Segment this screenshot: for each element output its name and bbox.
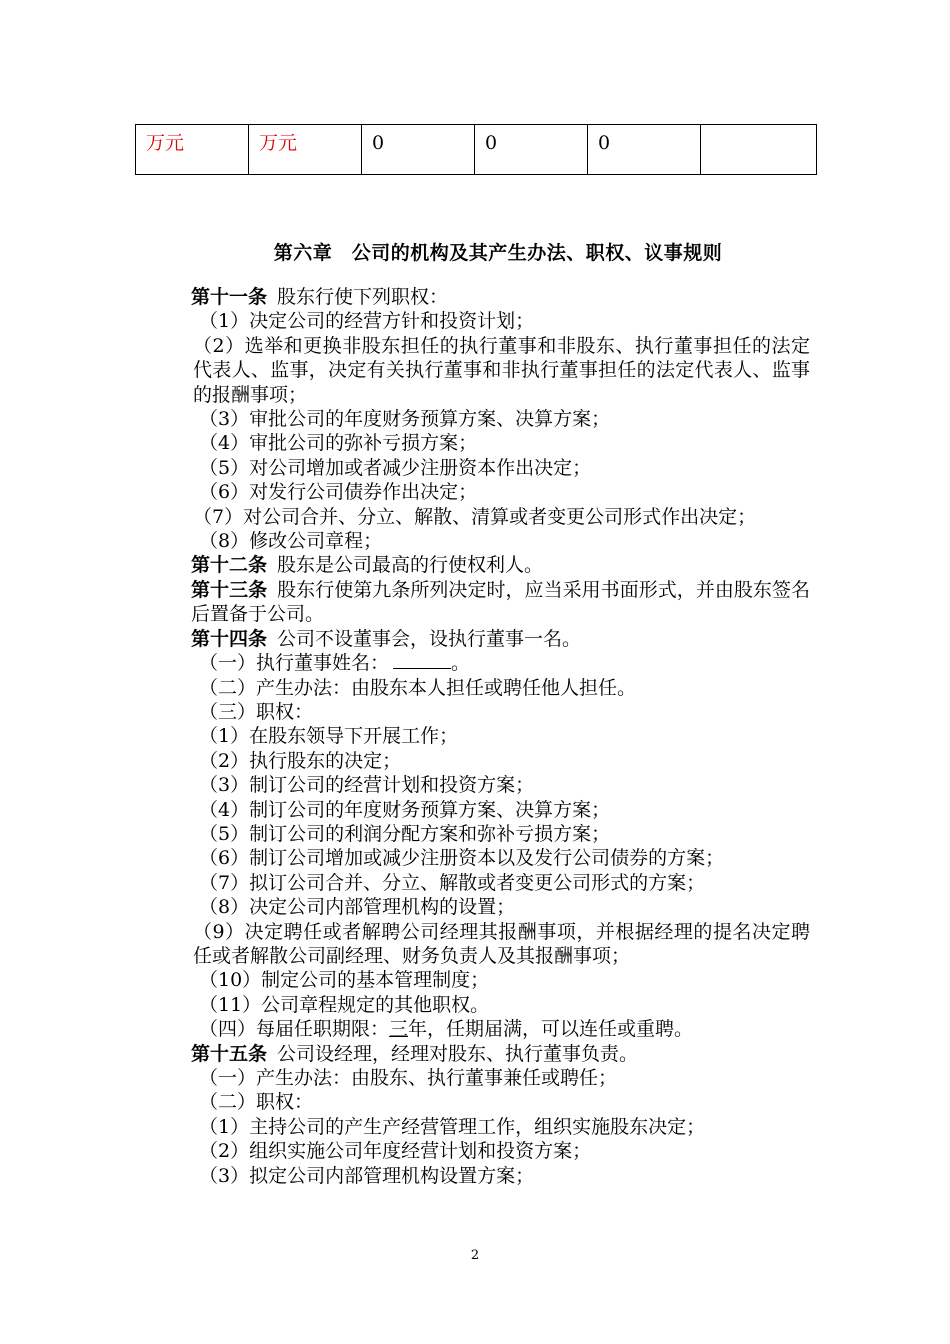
- article-heading: 第十一条: [191, 286, 268, 308]
- list-item: （2）选举和更换非股东担任的执行董事和非股东、执行董事担任的法定代表人、监事，决定有关执行董事和非执行董事担任的法定代表人、监事的报酬事项；: [193, 334, 810, 406]
- director-name-blank: [393, 651, 451, 669]
- table-cell: [701, 125, 817, 175]
- table-cell: 0: [588, 125, 701, 175]
- list-item: （8）修改公司章程；: [199, 530, 383, 553]
- list-item: （11）公司章程规定的其他职权。: [199, 993, 490, 1016]
- chapter-title: 第六章 公司的机构及其产生办法、职权、议事规则: [273, 242, 723, 264]
- list-item: （1）决定公司的经营方针和投资计划；: [199, 310, 535, 333]
- article-text: 股东是公司最高的行使权利人。: [277, 554, 544, 577]
- punctuation: 。: [451, 652, 471, 675]
- list-item: （7）对公司合并、分立、解散、清算或者变更公司形式作出决定；: [193, 505, 757, 528]
- list-item: （三）职权：: [199, 700, 314, 723]
- list-item: （10）制定公司的基本管理制度；: [199, 969, 490, 992]
- article-text: 公司设经理，经理对股东、执行董事负责。: [277, 1042, 639, 1065]
- table-cell: 0: [362, 125, 475, 175]
- article-11: [145, 285, 810, 309]
- table-row: [136, 125, 817, 175]
- table-cell: 0: [475, 125, 588, 175]
- article-heading: 第十五条: [191, 1042, 268, 1065]
- article-text: 公司不设董事会，设执行董事一名。: [277, 627, 582, 650]
- list-item: （7）拟订公司合并、分立、解散或者变更公司形式的方案；: [199, 871, 706, 894]
- list-item: （4）审批公司的弥补亏损方案；: [199, 432, 478, 455]
- list-item: （1）主持公司的产生产经营管理工作，组织实施股东决定；: [199, 1115, 706, 1138]
- list-item: （3）审批公司的年度财务预算方案、决算方案；: [199, 408, 611, 431]
- article-text: 股东行使第九条所列决定时，应当采用书面形式，并由股东签名后置备于公司。: [191, 578, 810, 626]
- list-item: （6）对发行公司债券作出决定；: [199, 481, 478, 504]
- table-cell: 万元: [136, 125, 249, 175]
- list-item: （2）执行股东的决定；: [199, 749, 402, 772]
- document-body: [145, 285, 810, 1188]
- article-13: [145, 578, 810, 627]
- capital-table: [135, 124, 817, 175]
- list-item: （二）职权：: [199, 1091, 314, 1114]
- term-value: 三: [389, 1018, 409, 1041]
- table-cell: 万元: [249, 125, 362, 175]
- article-text: 股东行使下列职权：: [277, 286, 449, 308]
- article-12: [145, 553, 810, 577]
- list-item: （4）制订公司的年度财务预算方案、决算方案；: [199, 798, 611, 821]
- list-item: （一）产生办法：由股东、执行董事兼任或聘任；: [199, 1067, 618, 1089]
- page-number: 2: [470, 1248, 480, 1263]
- list-item: （5）对公司增加或者减少注册资本作出决定；: [199, 456, 592, 479]
- list-item: （3）制订公司的经营计划和投资方案；: [199, 774, 535, 797]
- list-item: （9）决定聘任或者解聘公司经理其报酬事项，并根据经理的提名决定聘任或者解散公司副经理、财务负责人及其报酬事项；: [193, 920, 810, 967]
- list-item: [145, 651, 810, 675]
- list-item: （5）制订公司的利润分配方案和弥补亏损方案；: [199, 822, 611, 845]
- list-item: （8）决定公司内部管理机构的设置；: [199, 896, 516, 919]
- list-item: （2）组织实施公司年度经营计划和投资方案；: [199, 1140, 592, 1163]
- director-name-label: （一）执行董事姓名：: [199, 652, 390, 675]
- term-text: 年，任期届满，可以连任或重聘。: [408, 1018, 694, 1041]
- list-item: （3）拟定公司内部管理机构设置方案；: [199, 1164, 535, 1187]
- list-item: （1）在股东领导下开展工作；: [199, 725, 459, 748]
- list-item: [145, 1017, 810, 1041]
- list-item: （6）制订公司增加或减少注册资本以及发行公司债券的方案；: [199, 847, 725, 870]
- article-heading: 第十三条: [191, 578, 268, 601]
- article-heading: 第十四条: [191, 627, 268, 650]
- article-14: [145, 627, 810, 651]
- article-heading: 第十二条: [191, 554, 268, 577]
- term-label: （四）每届任职期限：: [199, 1018, 390, 1041]
- list-item: （二）产生办法：由股东本人担任或聘任他人担任。: [199, 676, 637, 699]
- article-15: [145, 1042, 810, 1066]
